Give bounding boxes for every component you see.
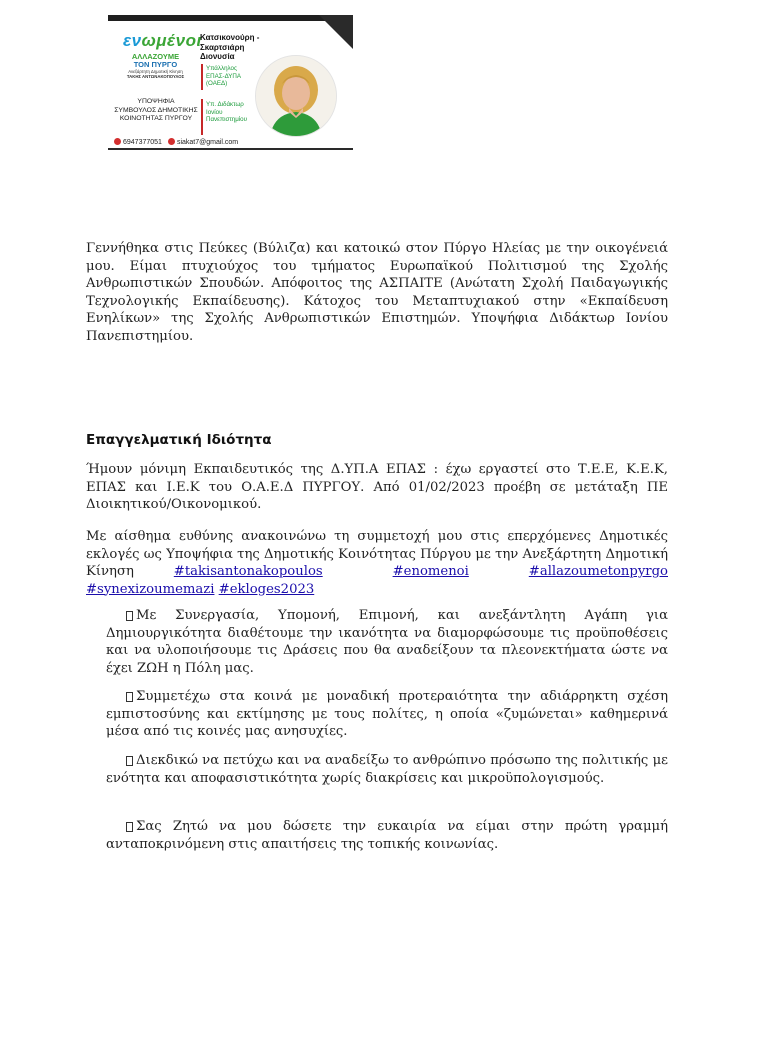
email-icon <box>168 138 175 145</box>
card-top-bar <box>108 15 353 21</box>
bullet-text: Συμμετέχω στα κοινά με μοναδική προτεραιότητα την αδιάρρηκτη σχέση εμπιστοσύνης και εκτίμησης με τους πολίτες, η οποία «ζυμώνεται» καθημερινά μέσα από τις κοινές μας ανησυχίες. <box>106 689 668 739</box>
hashtag-link[interactable]: #enomenoi <box>392 564 469 579</box>
bullet-marker-icon <box>126 611 133 621</box>
bullet-item <box>106 752 668 787</box>
candidate-education: Υπ. Διδάκτωρ Ιονίου Πανεπιστημίου <box>206 101 248 123</box>
candidate-role: ΥΠΟΨΗΦΙΑ ΣΥΜΒΟΥΛΟΣ ΔΗΜΟΤΙΚΗΣ ΚΟΙΝΟΤΗΤΑΣ ΠΥΡΓΟΥ <box>114 98 198 122</box>
logo-tagline-1: ΑΛΛΑΖΟΥΜΕ <box>131 52 180 61</box>
phone-icon <box>114 138 121 145</box>
candidate-job: Υπάλληλος ΕΠΑΣ-ΔΥΠΑ (ΟΑΕΔ) <box>206 65 242 87</box>
logo-tagline-2: ΤΟΝ ΠΥΡΓΟ <box>133 60 178 69</box>
bio-paragraph: Γεννήθηκα στις Πεύκες (Βύλιζα) και κατοικώ στον Πύργο Ηλείας με την οικογένειά μου. Είμαι πτυχιούχος του τμήματος Ευρωπαϊκού Πολιτισμού της Σχολής Ανθρωπιστικών Σπουδών. Απόφοιτος της ΑΣΠΑΙΤΕ (Ανώτατη Σχολή Παιδαγωγικής Τεχνολογικής Εκπαίδευσης). Κάτοχος του Μεταπτυχιακού στην «Εκπαίδευση Ενηλίκων» της Σχολής Ανθρωπιστικών Επιστημών. Υποψήφια Διδάκτωρ Ιονίου Πανεπιστημίου. <box>86 241 668 344</box>
campaign-card <box>108 15 353 150</box>
card-contact: 6947377051 siakat7@gmail.com <box>114 138 238 146</box>
bullet-item <box>106 607 668 677</box>
bullet-text: Σας Ζητώ να μου δώσετε την ευκαιρία να είμαι στην πρώτη γραμμή ανταποκρινόμενη στις απαιτήσεις της τοπικής κοινωνίας. <box>106 819 668 852</box>
accent-bar <box>201 64 203 90</box>
candidate-photo <box>255 55 337 137</box>
accent-bar <box>201 99 203 135</box>
professional-paragraph: Ήμουν μόνιμη Εκπαιδευτικός της Δ.ΥΠ.Α ΕΠΑΣ : έχω εργαστεί στο Τ.Ε.Ε, Κ.Ε.Κ, ΕΠΑΣ και Ι.Ε.Κ του Ο.Α.Ε.Δ ΠΥΡΓΟΥ. Από 01/02/2023 προέβη σε μετάταξη ΠΕ Διοικητικού/Οικονομικού. <box>86 462 668 512</box>
card-corner-decoration <box>319 15 353 49</box>
hashtag-link[interactable]: #synexizoumemazi <box>86 581 215 597</box>
bullet-item <box>106 818 668 853</box>
section-heading: Επαγγελματική Ιδιότητα <box>86 432 272 448</box>
candidate-name: Κατσικονούρη - Σκαρτσιάρη Διονυσία <box>200 33 260 61</box>
hashtag-link[interactable]: #takisantonakopoulos <box>173 564 323 579</box>
hashtag-link[interactable]: #allazoumetonpyrgo <box>528 564 668 579</box>
logo-wordmark: ενωμένοι <box>123 31 202 50</box>
hashtag-link[interactable]: #ekloges2023 <box>218 581 315 597</box>
bullet-marker-icon <box>126 692 133 702</box>
card-bottom-bar <box>108 148 353 150</box>
bullet-marker-icon <box>126 822 133 832</box>
bullet-item <box>106 688 668 741</box>
bullet-text: Με Συνεργασία, Υπομονή, Επιμονή, και ανεξάντλητη Αγάπη για Δημιουργικότητα διαθέτουμε την ικανότητα να διαμορφώσουμε τις προϋποθέσεις και να υλοποιήσουμε τις Δράσεις που θα αναδείξουν τα πλεονεκτήματα ώστε να έχει ΖΩΗ η Πόλη μας. <box>106 608 668 676</box>
bullet-text: Διεκδικώ να πετύχω και να αναδείξω το ανθρώπινο πρόσωπο της πολιτικής με ενότητα και αποφασιστικότητα χωρίς διακρίσεις και μικροϋπολογισμούς. <box>106 753 668 786</box>
bullet-marker-icon <box>126 756 133 766</box>
logo-subtext: Ανεξάρτητη Δημοτική Κίνηση ΤΑΚΗΣ ΑΝΤΩΝΑΚΟΠΟΥΛΟΣ <box>126 69 185 79</box>
announcement-paragraph: Με αίσθημα ευθύνης ανακοινώνω τη συμμετοχή μου στις επερχόμενες Δημοτικές εκλογές ως Υποψήφια της Δημοτικής Κοινότητας Πύργου με την Ανεξάρτητη Δημοτική Κίνηση #takisantonakopoulos #enomenoi #allazoumetonpyrgo #synexizoumemazi #ekloges2023 <box>86 529 668 597</box>
